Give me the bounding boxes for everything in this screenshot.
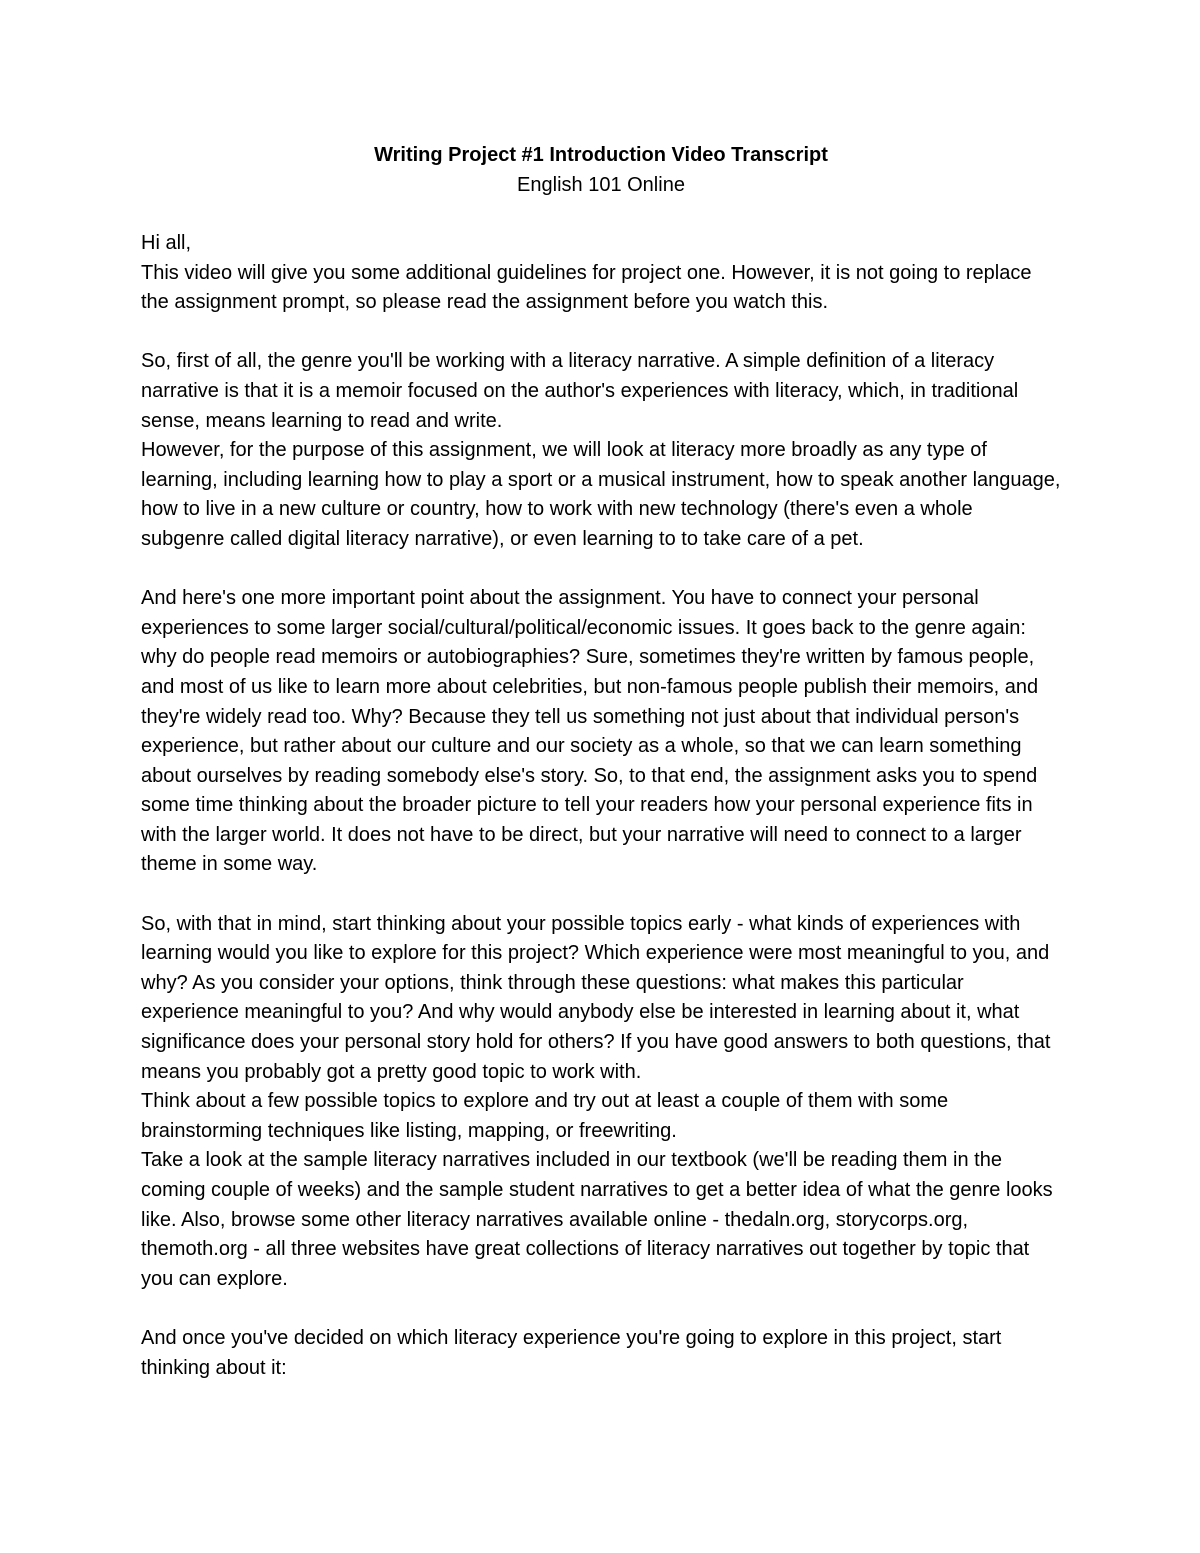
paragraph-gap <box>141 555 1061 585</box>
paragraph-gap <box>141 1294 1061 1324</box>
paragraph-gap <box>141 318 1061 348</box>
paragraph-literacy-broadly: However, for the purpose of this assignment, we will look at literacy more broadly as any type of learning, including learning how to play a sport or a musical instrument, how to speak another language, how to live in a new culture or country, how to work with new technology (there's even a whole subgenre called digital literacy narrative), or even learning to to take care of a pet. <box>141 439 1061 550</box>
paragraph-larger-issues: And here's one more important point about the assignment. You have to connect your personal experiences to some larger social/cultural/political/economic issues. It goes back to the genre again: why do people read memoirs or autobiographies? Sure, sometimes they're written by famous people, and most of us like to learn more about celebrities, but non-famous people publish their memoirs, and they're widely read too. Why? Because they tell us something not just about that individual person's experience, but rather about our culture and our society as a whole, so that we can learn something about ourselves by reading somebody else's story. So, to that end, the assignment asks you to spend some time thinking about the broader picture to tell your readers how your personal experience fits in with the larger world. It does not have to be direct, but your narrative will need to connect to a larger theme in some way. <box>141 587 1039 876</box>
paragraph-samples: Take a look at the sample literacy narratives included in our textbook (we'll be reading them in the coming couple of weeks) and the sample student narratives to get a better idea of what the genre looks like. Also, browse some other literacy narratives available online - thedaln.org, storycorps.org, themoth.org - all three websites have great collections of literacy narratives out together by topic that you can explore. <box>141 1149 1053 1290</box>
paragraph-intro: This video will give you some additional guidelines for project one. However, it is not going to replace the assignment prompt, so please read the assignment before you watch this. <box>141 261 1032 314</box>
paragraph-gap <box>141 880 1061 910</box>
document-page <box>141 140 1061 1383</box>
document-subtitle: English 101 Online <box>517 174 685 196</box>
paragraph-topics: So, with that in mind, start thinking about your possible topics early - what kinds of experiences with learning would you like to explore for this project? Which experience were most meaningful to you, and why? As you consider your options, think through these questions: what makes this particular experience meaningful to you? And why would anybody else be interested in learning about it, what significance does your personal story hold for others? If you have good answers to both questions, that means you probably got a pretty good topic to work with. <box>141 912 1051 1083</box>
paragraph-brainstorming: Think about a few possible topics to explore and try out at least a couple of them with some brainstorming techniques like listing, mapping, or freewriting. <box>141 1090 949 1142</box>
paragraph-closing: And once you've decided on which literacy experience you're going to explore in this project, start thinking about it: <box>141 1326 1002 1379</box>
document-title: Writing Project #1 Introduction Video Transcript <box>374 144 828 166</box>
paragraph-genre-definition: So, first of all, the genre you'll be working with a literacy narrative. A simple definition of a literacy narrative is that it is a memoir focused on the author's experiences with literacy, which, in traditional sense, means learning to read and write. <box>141 350 1019 432</box>
paragraph-greeting: Hi all, <box>141 232 192 254</box>
